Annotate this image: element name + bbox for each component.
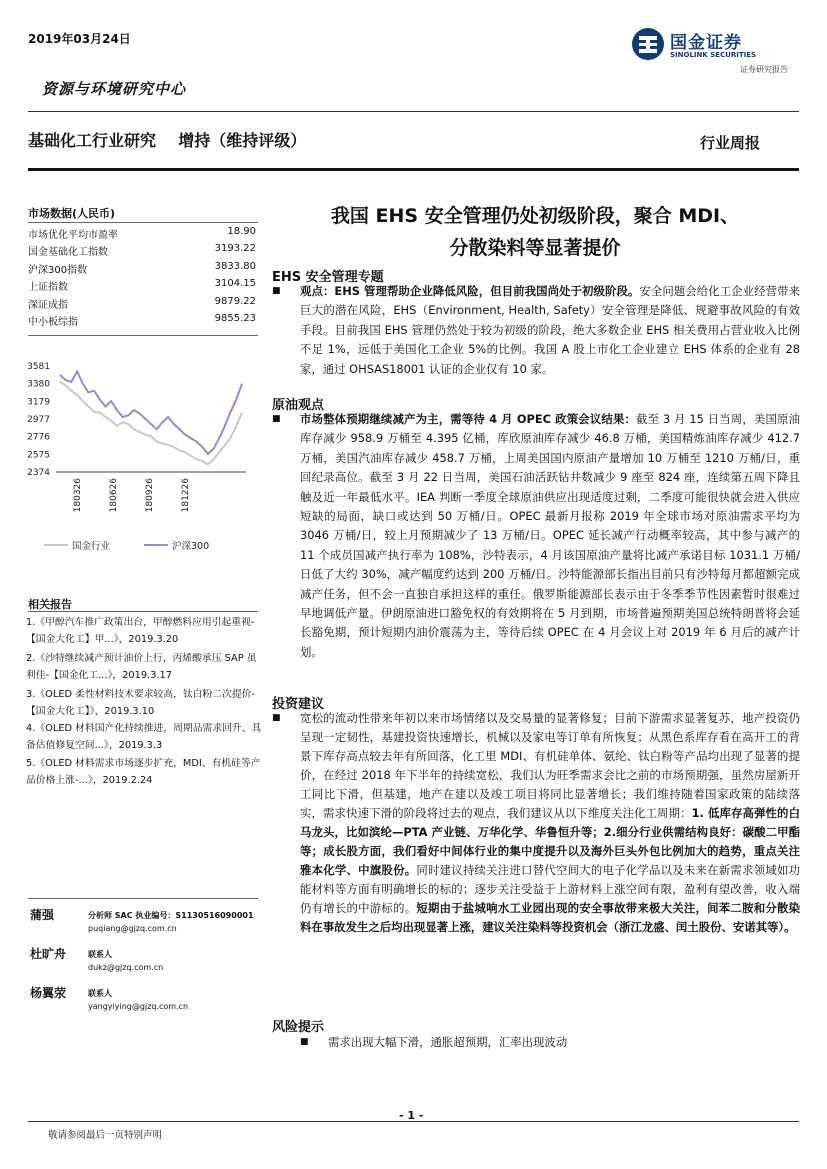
bullet-icon: ■ [300, 1037, 309, 1047]
y-tick-label: 2374 [27, 468, 50, 478]
bullet-icon: ■ [272, 713, 281, 723]
paragraph-ehs: ■ 观点：EHS 管理帮助企业降低风险，但目前我国尚处于初级阶段。安全问题会给化工企业经营带来巨大的潜在风险，EHS（Environment, Health, Safety）安全管理是降低、规避事故风险的有效手段。目前我国 EHS 管理仍然处于较为初级的阶段，绝大多数企业 EHS 相关费用占营业收入比例不足 1%，远低于美国化工企业 5%的比例。我国 A 股上市化工企业建立 EHS 体系的企业有 28 家，通过 OHSAS18001 认证的企业仅有 10 家。 [272, 284, 800, 376]
footer-divider [28, 1121, 799, 1122]
logo-english: SINOLINK SECURITIES [670, 51, 757, 59]
related-reports-title: 相关报告 [28, 598, 72, 611]
related-report-item[interactable]: 1.《甲醇汽车推广政策出台，甲醇燃料应用引起重视-【国金大化工】甲...》，2019.3.20 [26, 617, 255, 645]
analyst-rule [28, 898, 258, 899]
bullet-icon: ■ [272, 414, 281, 424]
paragraph-risk: ■ 需求出现大幅下滑，通胀超预期，汇率出现波动 [272, 1033, 800, 1052]
analyst-name: 杨翼荥 [30, 986, 67, 1000]
y-tick-label: 3581 [27, 362, 50, 372]
index-chart [14, 356, 264, 556]
paragraph-invest: ■ 宽松的流动性带来年初以来市场情绪以及交易量的显著修复；目前下游需求显著复苏，地产投资仍呈现一定韧性，基建投资快速增长，机械以及家电等订单有所恢复；从黑色系库存看在高开工的背景下库存高点较去年有所回落，化工里 MDI、有机硅单体、氨纶、钛白粉等产品均出现了显著的提价，在经过 2018 年下半年的持续宽松，我们认为旺季需求会比之前的市场预期强，虽然房屋新开工同比下滑，但基建，地产在建以及竣工项目将同比显著增长；我们维持随着国家政策的陆续落实，需求快速下滑的阶段将过去的观点，我们建议从以下维度关注化工周期：1. 低库存高弹性的白马龙头，比如滨纶—PTA 产业链、万华化学、华鲁恒升等；2.细分行业供需结构良好：碳酸二甲酯等；成长股方面，我们看好中间体行业的集中度提升以及海外巨头外包比例加大的趋势，重点关注雅本化学、中旗股份。同时建议持续关注进口替代空间大的电子化学品以及未来在新需求领域如功能材料等方面有明确增长的标的；逐步关注受益于上游材料上涨空间有限，盈利有望改善，收入端仍有增长的中游标的。短期由于盐城响水工业园出现的安全事故带来极大关注，间苯二胺和分散染料在事故发生之后均出现显著上涨，建议关注染料等投资机会（浙江龙盛、闰土股份、安诺其等）。 [272, 711, 800, 934]
related-report-item[interactable]: 3.《OLED 柔性材料技术要求较高，钛白粉二次提价-【国金大化工】》，2019.3.10 [26, 689, 256, 717]
market-row: 深证成指 9879.22 [28, 296, 256, 311]
related-report-item[interactable]: 2.《沙特继续减产预计油价上行，丙烯酸承压 SAP 虽利佳-【国金化工...》，2019.3.17 [26, 653, 257, 681]
section-heading-oil: 原油观点 [272, 398, 325, 413]
logo-subtitle: 证券研究报告 [740, 65, 788, 74]
x-tick-label: 180926 [145, 478, 155, 513]
series-line [60, 371, 242, 454]
y-tick-label: 2776 [27, 432, 50, 443]
analyst-name: 蒲强 [30, 908, 55, 922]
market-row: 中小板综指 9855.23 [28, 313, 256, 328]
footer-disclaimer: 敬请参阅最后一页特别声明 [48, 1130, 163, 1141]
logo-mark-icon [630, 26, 666, 62]
y-tick-label: 2575 [27, 450, 50, 461]
header-divider [28, 111, 799, 112]
y-tick-label: 3179 [27, 397, 50, 408]
x-tick-label: 180326 [73, 478, 83, 513]
paragraph-oil: ■ 市场整体预期继续减产为主，需等待 4 月 OPEC 政策会议结果：截至 3 月 15 日当周，美国原油库存减少 958.9 万桶至 4.395 亿桶，库欣原油库存减少 46.8 万桶，美国精炼油库存减少 412.7 万桶，美国汽油库存减少 458.7 万桶，上周美国国内原油产量增加 10 万桶至 1210 万桶/日，重回纪录高位。截至 3 月 22 日当周，美国石油活跃钻井数减少 9 座至 824 座，连续第五周下降且触及近一年最低水平。IEA 判断一季度全球原油供应出现适度过剩，二季度可能很快就会进入供应短缺的局面，缺口或达到 50 万桶/日。OPEC 最新月报称 2019 年全球市场对原油需求平均为 3046 万桶/日，较上月预期减少了 13 万桶/日。OPEC 延长减产行动概率较高，其中参与减产的 11 个成员国减产执行率为 108%，沙特表示，4 月该国原油产量将比减产承诺目标 1031.1 万桶/日低了大约 30%，减产幅度约达到 200 万桶/日。沙特能源部长指出目前只有沙特每月都超额完成减产任务，但不会一直独自承担这样的重任。俄罗斯能源部长表示由于冬季季节性因素暂时很难过早地调低产量。伊朗原油进口豁免权的有效期将在 5 月到期，市场普遍预期美国总统特朗普将会延长豁免期，预计短期内油价震荡为主，等待后续 OPEC 在 4 月会议上对 2019 年 6 月后的减产计划。 [272, 412, 800, 659]
related-report-item[interactable]: 5.《OLED 材料需求市场逐步扩充，MDI、有机硅等产品价格上涨-...》，2019.2.24 [26, 758, 261, 786]
analyst-email: dukz@gjzq.com.cn [88, 963, 164, 972]
legend-label: 沪深300 [172, 541, 210, 552]
x-tick-label: 180626 [109, 478, 119, 513]
report-date: 2019年03月24日 [28, 32, 131, 46]
section-heading-ehs: EHS 安全管理专题 [272, 270, 384, 285]
analyst-email: yangyiying@gjzq.com.cn [88, 1002, 189, 1011]
market-row: 国金基础化工指数 3193.22 [28, 243, 256, 258]
analyst-info: 联系人 yangyiying@gjzq.com.cn [88, 989, 189, 1011]
logo-name: 国金证券 [670, 33, 742, 53]
page-number: - 1 - [399, 1109, 424, 1122]
market-row: 沪深300指数 3833.80 [28, 261, 256, 276]
analyst-info: 分析师 SAC 执业编号：S1130516090001 puqiang@gjzq.com.cn [88, 911, 254, 933]
related-rule [28, 611, 258, 612]
market-row: 上证指数 3104.15 [28, 278, 256, 293]
market-data-rule [28, 222, 258, 223]
y-tick-label: 3380 [27, 379, 50, 390]
analyst-email: puqiang@gjzq.com.cn [88, 924, 177, 933]
y-tick-label: 2977 [27, 415, 50, 426]
analyst-info: 联系人 dukz@gjzq.com.cn [88, 950, 164, 972]
research-center: 资源与环境研究中心 [42, 80, 187, 98]
analyst-name: 杜旷舟 [30, 947, 67, 961]
legend-label: 国金行业 [72, 541, 111, 552]
market-data-end-rule [28, 335, 258, 336]
market-row: 市场优化平均市盈率 18.90 [28, 226, 256, 241]
report-type: 行业周报 [700, 134, 761, 152]
bullet-icon: ■ [272, 286, 281, 296]
industry-rating: 基础化工行业研究 增持（维持评级） [28, 131, 307, 150]
related-report-item[interactable]: 4.《OLED 材料国产化持续推进，周期品需求回升、具备估值修复空间...》，2019.3.3 [26, 723, 262, 751]
section-heading-invest: 投资建议 [272, 697, 325, 712]
x-tick-label: 181226 [181, 478, 191, 513]
report-title: 我国 EHS 安全管理仍处初级阶段，聚合 MDI、 分散染料等显著提价 [330, 205, 740, 259]
section-heading-risk: 风险提示 [272, 1020, 325, 1035]
market-data-title: 市场数据(人民币) [28, 207, 116, 220]
title-divider [28, 168, 799, 171]
